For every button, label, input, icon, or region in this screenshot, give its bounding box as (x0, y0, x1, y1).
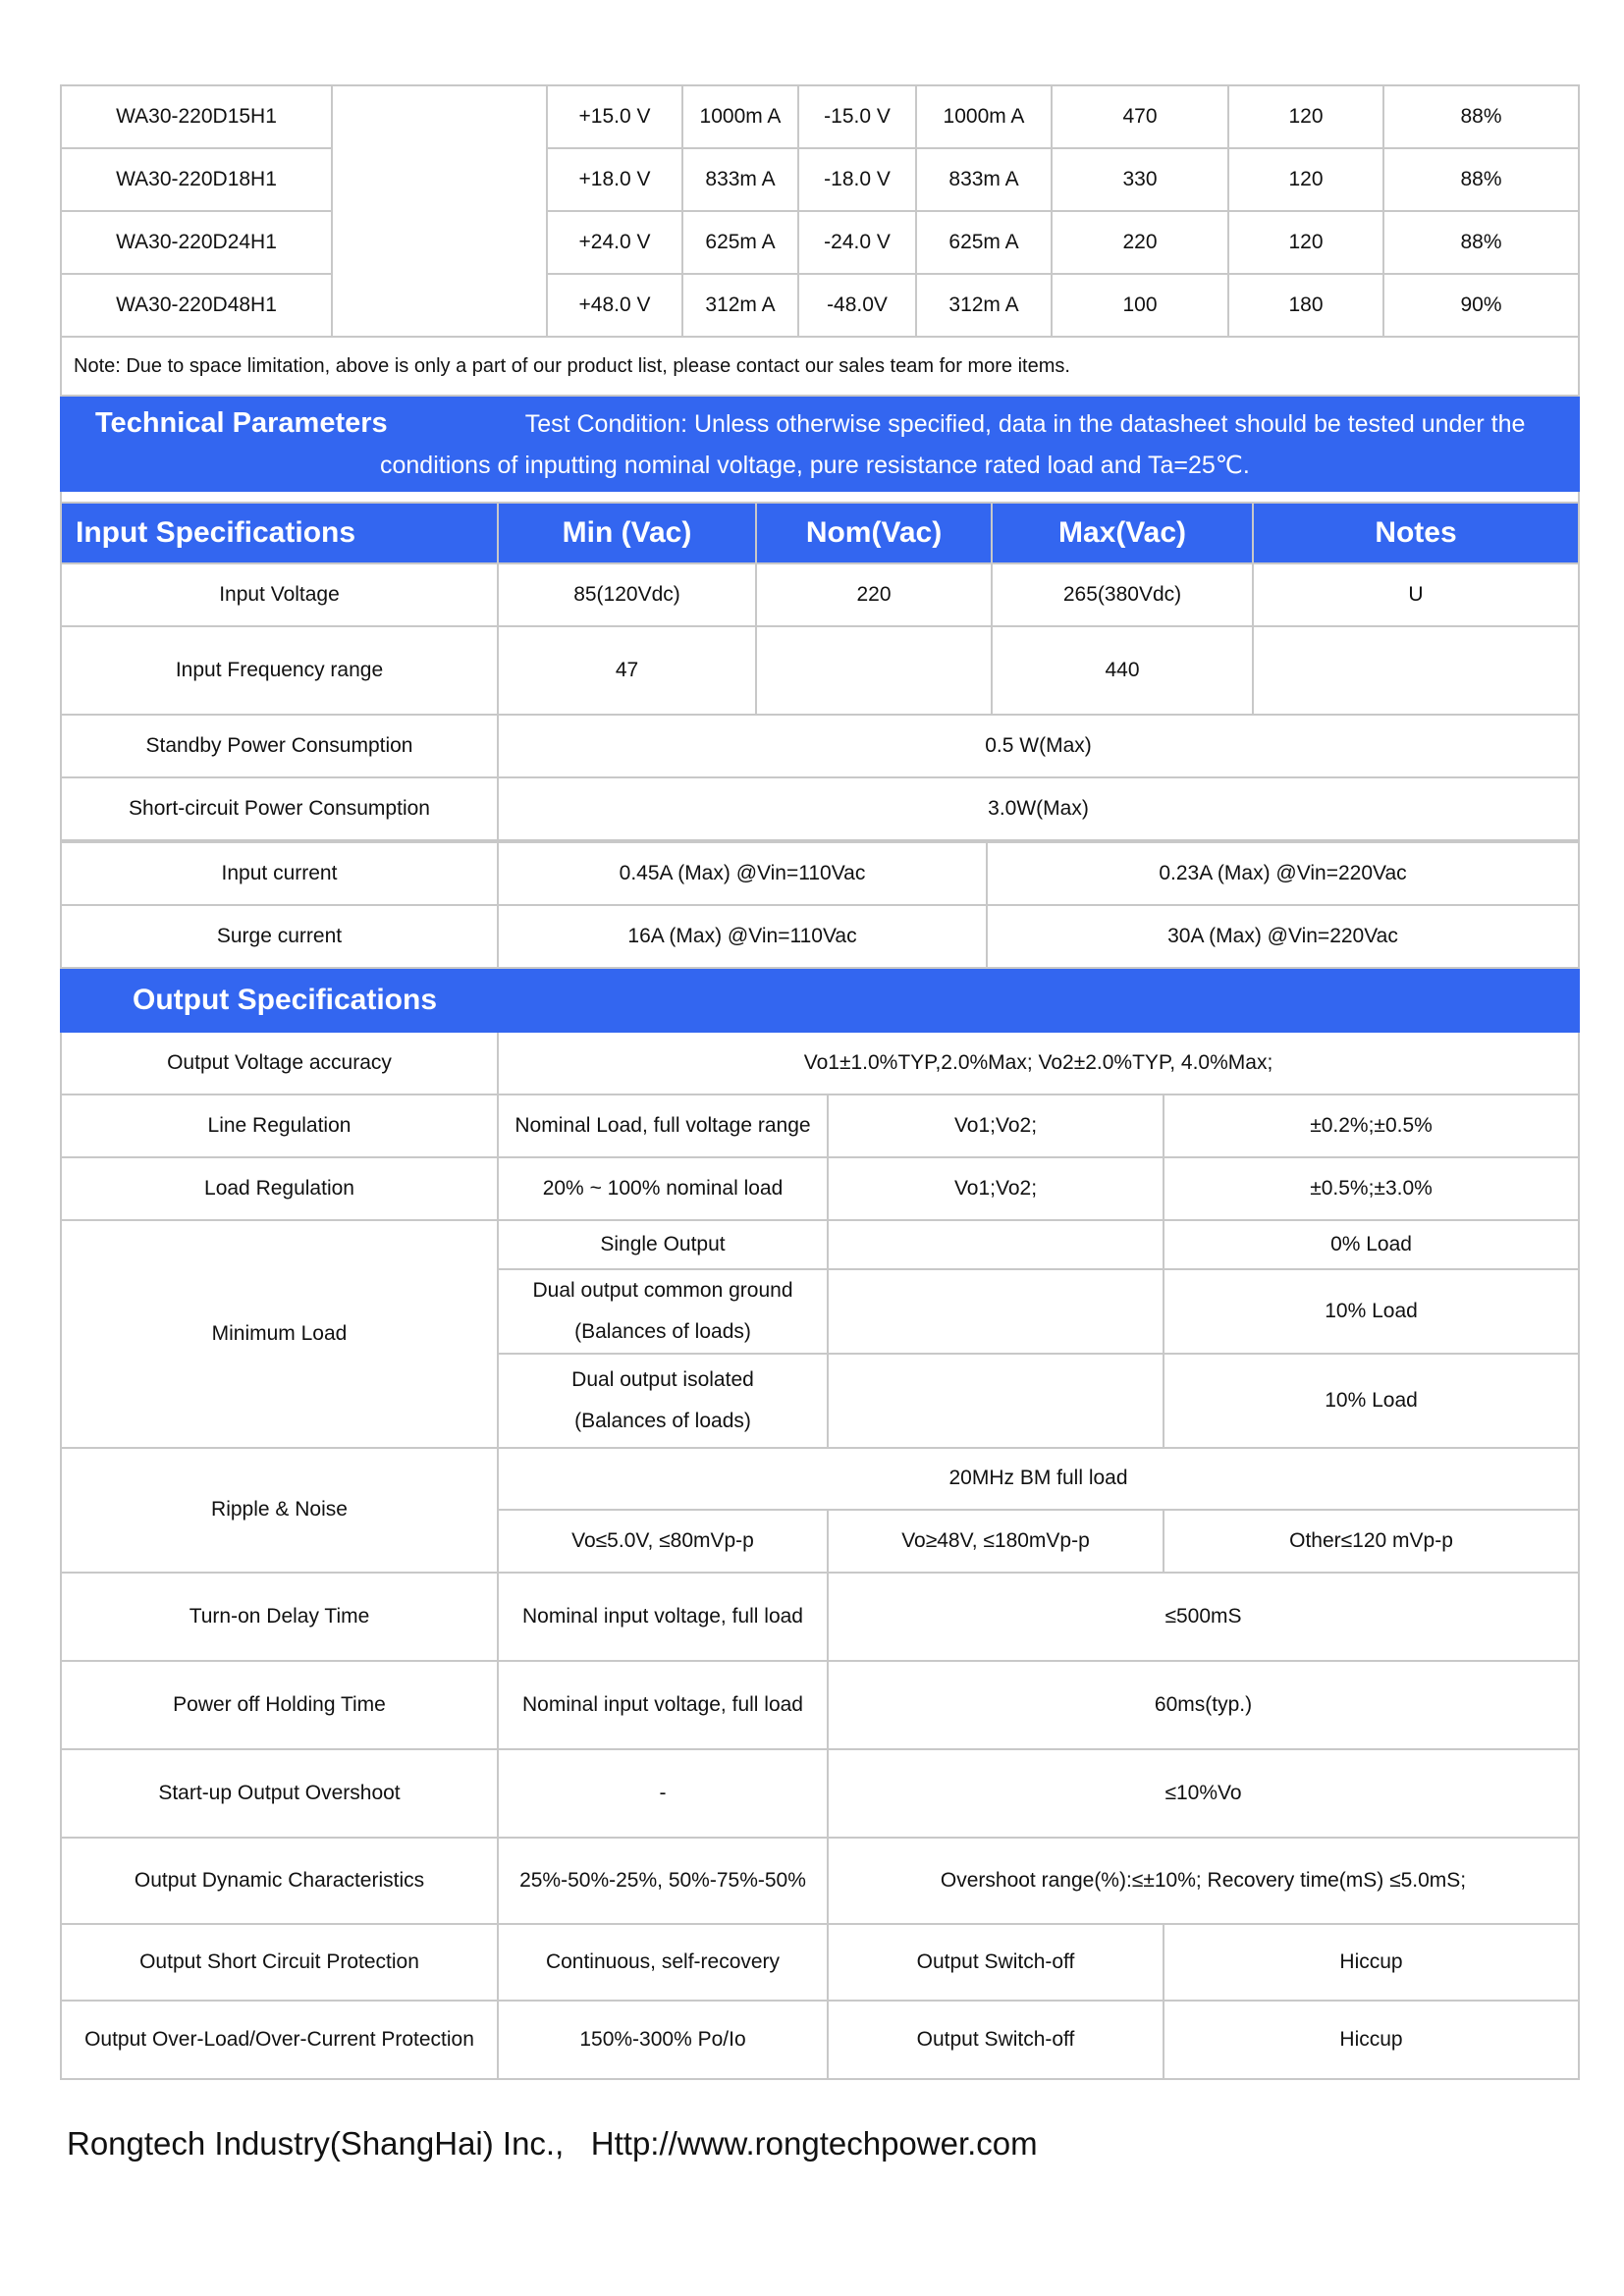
vout2-cell: -18.0 V (798, 148, 916, 211)
condition-line: Dual output isolated (571, 1368, 754, 1391)
iout1-cell: 1000m A (682, 85, 798, 148)
notes-cell (1253, 626, 1579, 715)
input-voltage-row (61, 563, 1579, 626)
vout2-cell: -24.0 V (798, 211, 916, 274)
min-cell: 85(120Vdc) (498, 563, 756, 626)
ripple-noise-row (61, 1448, 1579, 1510)
note-row (61, 337, 1579, 396)
condition-cell: 25%-50%-25%, 50%-75%-50% (498, 1838, 828, 1924)
datasheet-page (60, 84, 1578, 2080)
value-cell: Other≤120 mVp-p (1164, 1510, 1579, 1573)
minimum-load-row (61, 1220, 1579, 1269)
row-label: Output Voltage accuracy (61, 1032, 498, 1095)
vout1-cell: +18.0 V (547, 148, 682, 211)
turn-on-delay-row (61, 1573, 1579, 1661)
vout1-cell: +48.0 V (547, 274, 682, 337)
vout2-cell: -15.0 V (798, 85, 916, 148)
technical-parameters-banner (61, 396, 1579, 491)
row-label: Input Voltage (61, 563, 498, 626)
line-regulation-row (61, 1095, 1579, 1157)
row-label: Turn-on Delay Time (61, 1573, 498, 1661)
vout1-cell: +15.0 V (547, 85, 682, 148)
row-label: Input current (61, 842, 498, 905)
value-cell: 60ms(typ.) (828, 1661, 1579, 1749)
nom-header: Nom(Vac) (756, 503, 992, 563)
output-voltage-accuracy-row (61, 1032, 1579, 1095)
iout1-cell: 833m A (682, 148, 798, 211)
condition-cell (498, 1269, 828, 1354)
output-spec-title: Output Specifications (61, 970, 1579, 1032)
max-cell: 440 (992, 626, 1253, 715)
condition-line: (Balances of loads) (574, 1320, 751, 1343)
row-label: Standby Power Consumption (61, 715, 498, 777)
value-cell: 0.45A (Max) @Vin=110Vac (498, 842, 987, 905)
model-cell: WA30-220D24H1 (61, 211, 332, 274)
output-spec-table (60, 969, 1580, 2080)
condition-line: Dual output common ground (532, 1279, 793, 1302)
product-table (60, 84, 1580, 502)
mode-cell: Output Switch-off (828, 2001, 1164, 2079)
value-cell: 10% Load (1164, 1354, 1579, 1448)
iout2-cell: 833m A (916, 148, 1052, 211)
capacitive-load-cell: 220 (1052, 211, 1228, 274)
outputs-cell (828, 1354, 1164, 1448)
condition-cell: - (498, 1749, 828, 1838)
max-header: Max(Vac) (992, 503, 1253, 563)
holding-time-row (61, 1661, 1579, 1749)
test-condition-line2: conditions of inputting nominal voltage, pure resistance rated load and Ta=25℃. (380, 452, 1250, 479)
efficiency-cell: 88% (1383, 211, 1579, 274)
input-spec-header (61, 503, 1579, 563)
condition-line: (Balances of loads) (574, 1410, 751, 1432)
nom-cell (756, 626, 992, 715)
blank-merged-cell (332, 85, 547, 337)
surge-current-row (61, 905, 1579, 968)
notes-cell: U (1253, 563, 1579, 626)
output-spec-header (61, 970, 1579, 1032)
value-cell: 120 (1228, 148, 1383, 211)
row-label: Short-circuit Power Consumption (61, 777, 498, 840)
value-cell: 0.23A (Max) @Vin=220Vac (987, 842, 1579, 905)
vout1-cell: +24.0 V (547, 211, 682, 274)
value-cell: 120 (1228, 85, 1383, 148)
row-label: Load Regulation (61, 1157, 498, 1220)
row-label: Output Over-Load/Over-Current Protection (61, 2001, 498, 2079)
input-current-row (61, 842, 1579, 905)
value-cell: Hiccup (1164, 2001, 1579, 2079)
value-cell: 0% Load (1164, 1220, 1579, 1269)
product-row (61, 211, 1579, 274)
condition-cell: 20MHz BM full load (498, 1448, 1579, 1510)
short-circuit-power-row (61, 777, 1579, 840)
condition-cell: Continuous, self-recovery (498, 1924, 828, 2001)
condition-cell: Single Output (498, 1220, 828, 1269)
product-row (61, 85, 1579, 148)
outputs-cell (828, 1220, 1164, 1269)
iout2-cell: 625m A (916, 211, 1052, 274)
input-frequency-row (61, 626, 1579, 715)
max-cell: 265(380Vdc) (992, 563, 1253, 626)
test-condition-line1: Test Condition: Unless otherwise specified, data in the datasheet should be tested under the (524, 410, 1526, 438)
iout2-cell: 1000m A (916, 85, 1052, 148)
value-cell: 0.5 W(Max) (498, 715, 1579, 777)
iout1-cell: 312m A (682, 274, 798, 337)
row-label: Output Dynamic Characteristics (61, 1838, 498, 1924)
condition-cell: Nominal Load, full voltage range (498, 1095, 828, 1157)
vout2-cell: -48.0V (798, 274, 916, 337)
outputs-cell: Vo1;Vo2; (828, 1095, 1164, 1157)
condition-cell (498, 1354, 828, 1448)
model-cell: WA30-220D15H1 (61, 85, 332, 148)
row-label: Output Short Circuit Protection (61, 1924, 498, 2001)
row-label: Power off Holding Time (61, 1661, 498, 1749)
value-cell: 16A (Max) @Vin=110Vac (498, 905, 987, 968)
input-spec-table (60, 502, 1580, 841)
condition-cell: Nominal input voltage, full load (498, 1573, 828, 1661)
company-url[interactable]: Http://www.rongtechpower.com (590, 2125, 1038, 2162)
product-row (61, 274, 1579, 337)
row-label: Surge current (61, 905, 498, 968)
load-regulation-row (61, 1157, 1579, 1220)
condition-cell: Nominal input voltage, full load (498, 1661, 828, 1749)
mode-cell: Output Switch-off (828, 1924, 1164, 2001)
row-label: Ripple & Noise (61, 1448, 498, 1573)
efficiency-cell: 90% (1383, 274, 1579, 337)
value-cell: 10% Load (1164, 1269, 1579, 1354)
value-cell: Overshoot range(%):≤±10%; Recovery time(mS) ≤5.0mS; (828, 1838, 1579, 1924)
row-label: Line Regulation (61, 1095, 498, 1157)
overload-protection-row (61, 2001, 1579, 2079)
value-cell: 30A (Max) @Vin=220Vac (987, 905, 1579, 968)
value-cell: 120 (1228, 211, 1383, 274)
row-label: Start-up Output Overshoot (61, 1749, 498, 1838)
value-cell: 180 (1228, 274, 1383, 337)
row-label: Minimum Load (61, 1220, 498, 1448)
efficiency-cell: 88% (1383, 148, 1579, 211)
spacer-row (61, 491, 1579, 502)
value-cell: Vo1±1.0%TYP,2.0%Max; Vo2±2.0%TYP, 4.0%Max; (498, 1032, 1579, 1095)
outputs-cell (828, 1269, 1164, 1354)
value-cell: ≤500mS (828, 1573, 1579, 1661)
value-cell: Hiccup (1164, 1924, 1579, 2001)
value-cell: 3.0W(Max) (498, 777, 1579, 840)
short-circuit-protection-row (61, 1924, 1579, 2001)
value-cell: Vo≥48V, ≤180mVp-p (828, 1510, 1164, 1573)
notes-header: Notes (1253, 503, 1579, 563)
input-spec-title: Input Specifications (61, 503, 498, 563)
dynamic-characteristics-row (61, 1838, 1579, 1924)
efficiency-cell: 88% (1383, 85, 1579, 148)
value-cell: Vo≤5.0V, ≤80mVp-p (498, 1510, 828, 1573)
startup-overshoot-row (61, 1749, 1579, 1838)
capacitive-load-cell: 100 (1052, 274, 1228, 337)
value-cell: ±0.5%;±3.0% (1164, 1157, 1579, 1220)
company-name: Rongtech Industry(ShangHai) Inc., (67, 2125, 565, 2162)
model-cell: WA30-220D18H1 (61, 148, 332, 211)
standby-power-row (61, 715, 1579, 777)
model-cell: WA30-220D48H1 (61, 274, 332, 337)
product-row (61, 148, 1579, 211)
page-footer (67, 2125, 1038, 2163)
nom-cell: 220 (756, 563, 992, 626)
capacitive-load-cell: 330 (1052, 148, 1228, 211)
condition-cell: 150%-300% Po/Io (498, 2001, 828, 2079)
iout1-cell: 625m A (682, 211, 798, 274)
condition-cell: 20% ~ 100% nominal load (498, 1157, 828, 1220)
capacitive-load-cell: 470 (1052, 85, 1228, 148)
product-note: Note: Due to space limitation, above is only a part of our product list, please contact our sales team for more items. (61, 337, 1579, 396)
value-cell: ≤10%Vo (828, 1749, 1579, 1838)
input-current-table (60, 841, 1580, 969)
iout2-cell: 312m A (916, 274, 1052, 337)
min-cell: 47 (498, 626, 756, 715)
min-header: Min (Vac) (498, 503, 756, 563)
technical-parameters-title: Technical Parameters (95, 407, 388, 439)
row-label: Input Frequency range (61, 626, 498, 715)
outputs-cell: Vo1;Vo2; (828, 1157, 1164, 1220)
value-cell: ±0.2%;±0.5% (1164, 1095, 1579, 1157)
